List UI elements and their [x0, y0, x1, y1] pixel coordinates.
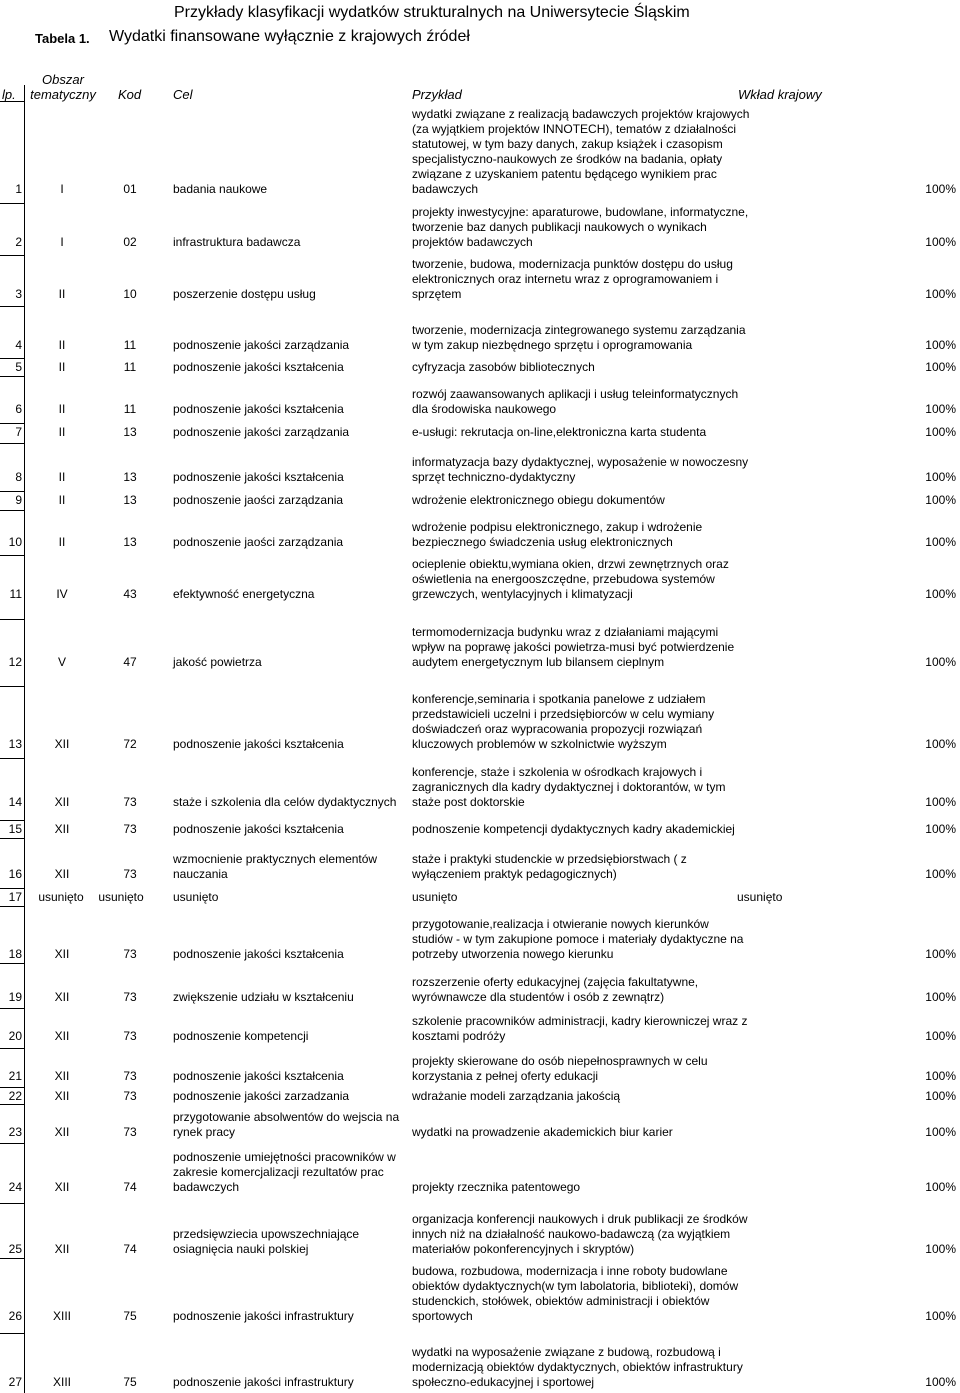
cell-cel: podnoszenie jakości infrastruktury — [173, 1375, 354, 1389]
cell-przyklad: usunięto — [412, 890, 458, 904]
cell-obszar: II — [58, 287, 66, 301]
cell-wklad: 100% — [925, 338, 956, 352]
cell-wklad: 100% — [925, 493, 956, 507]
cell-lp: 5 — [15, 360, 22, 374]
cell-przyklad: wydatki związane z realizacją badawczych projektów krajowych (za wyjątkiem projektów INNOTECH), tematów z działalności statutowej, w tym bazy danych, zakup książek i czasopism specjalistyczno-naukowych ze środków na badania, opłaty związane z uzyskaniem patentu będącego wynikiem prac badawczych — [412, 107, 750, 196]
cell-kod: 01 — [123, 182, 137, 196]
cell-obszar: XII — [54, 1180, 70, 1194]
row-divider — [0, 1048, 24, 1049]
row-divider — [0, 306, 24, 307]
cell-obszar: IV — [56, 587, 68, 601]
cell-kod: 73 — [123, 795, 137, 809]
cell-obszar: II — [58, 470, 66, 484]
cell-kod: 73 — [123, 1069, 137, 1083]
row-divider — [0, 203, 24, 204]
cell-lp: 27 — [8, 1375, 22, 1389]
row-divider — [0, 555, 24, 556]
cell-wklad: 100% — [925, 402, 956, 416]
cell-obszar: XII — [54, 947, 70, 961]
cell-kod: 75 — [123, 1309, 137, 1323]
cell-cel: podnoszenie jakości kształcenia — [173, 470, 344, 484]
row-divider — [0, 758, 24, 759]
row-divider — [0, 1333, 24, 1334]
cell-kod: 74 — [123, 1242, 137, 1256]
row-divider — [0, 510, 24, 511]
cell-wklad: 100% — [925, 990, 956, 1004]
cell-wklad: 100% — [925, 535, 956, 549]
cell-wklad: 100% — [925, 470, 956, 484]
cell-kod: 13 — [123, 470, 137, 484]
cell-lp: 26 — [8, 1309, 22, 1323]
cell-obszar: XII — [54, 990, 70, 1004]
row-divider — [0, 1104, 24, 1105]
cell-obszar: XII — [54, 1125, 70, 1139]
cell-obszar: II — [58, 338, 66, 352]
cell-wklad: 100% — [925, 655, 956, 669]
cell-przyklad: staże i praktyki studenckie w przedsiębiorstwach ( z wyłączeniem praktyk pedagogicznych) — [412, 852, 687, 881]
cell-obszar: II — [58, 402, 66, 416]
row-divider — [0, 491, 24, 492]
table-label: Tabela 1. — [35, 31, 90, 46]
cell-cel: podnoszenie jaości zarządzania — [173, 493, 344, 507]
cell-kod: 73 — [123, 1125, 137, 1139]
cell-lp: 22 — [8, 1089, 22, 1103]
cell-kod: 73 — [123, 822, 137, 836]
cell-lp: 25 — [8, 1242, 22, 1256]
cell-lp: 20 — [8, 1029, 22, 1043]
cell-kod: 73 — [123, 990, 137, 1004]
header-obszar: Obszar tematyczny — [30, 72, 96, 102]
cell-obszar: XII — [54, 1029, 70, 1043]
cell-wklad: 100% — [925, 425, 956, 439]
cell-cel: podnoszenie jakości zarzadzania — [173, 1089, 350, 1103]
cell-wklad: 100% — [925, 587, 956, 601]
cell-cel: podnoszenie jakości kształcenia — [173, 947, 344, 961]
cell-wklad: 100% — [925, 360, 956, 374]
cell-obszar: XII — [54, 1069, 70, 1083]
cell-przyklad: konferencje, staże i szkolenia w ośrodkach krajowych i zagranicznych dla kadry dydaktycznej i doktorantów, w tym staże post doktorskie — [412, 765, 726, 809]
cell-przyklad: tworzenie, budowa, modernizacja punktów dostępu do usług elektronicznych oraz internetu wraz z oprogramowaniem i sprzętem — [412, 257, 733, 301]
cell-kod: 13 — [123, 493, 137, 507]
cell-wklad: 100% — [925, 1125, 956, 1139]
cell-kod: 11 — [123, 338, 137, 352]
cell-lp: 16 — [8, 867, 22, 881]
cell-obszar: II — [58, 360, 66, 374]
cell-lp: 3 — [15, 287, 22, 301]
cell-cel: staże i szkolenia dla celów dydaktycznych — [173, 795, 397, 809]
row-divider — [0, 1203, 24, 1204]
cell-cel: podnoszenie jakości kształcenia — [173, 360, 344, 374]
cell-lp: 12 — [8, 655, 22, 669]
cell-kod: 47 — [123, 655, 137, 669]
cell-wklad: 100% — [925, 737, 956, 751]
cell-kod: 72 — [123, 737, 137, 751]
cell-obszar: V — [57, 655, 66, 669]
cell-przyklad: wydatki na wyposażenie związane z budową, rozbudową i modernizacją obiektów dydaktycznych, obiektów infrastruktury społeczno-edukacyjnej i sportowej — [412, 1345, 743, 1389]
row-divider — [0, 423, 24, 424]
cell-wklad: 100% — [925, 947, 956, 961]
cell-wklad: 100% — [925, 235, 956, 249]
cell-obszar: II — [58, 493, 66, 507]
cell-obszar: XII — [54, 795, 70, 809]
cell-kod: 73 — [123, 1029, 137, 1043]
cell-lp: 23 — [8, 1125, 22, 1139]
cell-wklad: 100% — [925, 1029, 956, 1043]
column-divider — [24, 85, 25, 1393]
cell-obszar: XII — [54, 867, 70, 881]
cell-wklad: 100% — [925, 1309, 956, 1323]
cell-obszar: I — [60, 182, 64, 196]
cell-przyklad: informatyzacja bazy dydaktycznej, wyposażenie w nowoczesny sprzęt techniczno-dydaktyczny — [412, 455, 749, 484]
header-przyklad: Przykład — [412, 87, 462, 102]
cell-cel: przygotowanie absolwentów do wejscia na rynek pracy — [173, 1110, 400, 1139]
cell-przyklad: organizacja konferencji naukowych i druk publikacji ze środków innych niż na działalność naukowo-badawczą (za wyjątkiem materiałów pokonferencyjnych i skryptów) — [412, 1212, 748, 1256]
cell-cel: podnoszenie jakości kształcenia — [173, 737, 344, 751]
cell-przyklad: projekty inwestycyjne: aparaturowe, budowlane, informatyczne, tworzenie baz danych publikacji naukowych o wynikach projektów badawczych — [412, 205, 749, 249]
cell-przyklad: wdrożenie elektronicznego obiegu dokumentów — [412, 493, 665, 507]
cell-przyklad: przygotowanie,realizacja i otwieranie nowych kierunków studiów - w tym zakupione pomoce i materiały dydaktyczne na potrzeby utworzenia nowego kierunku — [412, 917, 744, 961]
page-subtitle: Wydatki finansowane wyłącznie z krajowych źródeł — [109, 28, 470, 45]
cell-wklad: 100% — [925, 867, 956, 881]
cell-przyklad: budowa, rozbudowa, modernizacja i inne roboty budowlane obiektów dydaktycznych(w tym labolatoria, biblioteki), domów studenckich, stołówek, obiektów administracji i obiektów sportowych — [412, 1264, 739, 1323]
cell-cel: przedsięwziecia upowszechniające osiagnięcia nauki polskiej — [173, 1227, 360, 1256]
cell-lp: 8 — [15, 470, 22, 484]
cell-wklad: 100% — [925, 1242, 956, 1256]
cell-kod: 73 — [123, 1089, 137, 1103]
cell-lp: 24 — [8, 1180, 22, 1194]
row-divider — [0, 255, 24, 256]
cell-lp: 18 — [8, 947, 22, 961]
cell-cel: podnoszenie jakości kształcenia — [173, 402, 344, 416]
cell-cel: podnoszenie umiejętności pracowników w zakresie komercjalizacji rezultatów prac badawczych — [173, 1150, 396, 1194]
cell-obszar: XII — [54, 737, 70, 751]
cell-kod: 73 — [123, 947, 137, 961]
cell-lp: 7 — [15, 425, 22, 439]
cell-przyklad: termomodernizacja budynku wraz z działaniami mającymi wpływ na poprawę jakości powietrza-musi być potwierdzenie audytem energetycznym lub bilansem cieplnym — [412, 625, 735, 669]
cell-cel: efektywność energetyczna — [173, 587, 315, 601]
cell-wklad: usunięto — [737, 890, 783, 904]
cell-lp: 10 — [8, 535, 22, 549]
row-divider — [0, 376, 24, 377]
cell-cel: podnoszenie jakości zarządzania — [173, 425, 350, 439]
cell-kod: 02 — [123, 235, 137, 249]
cell-przyklad: podnoszenie kompetencji dydaktycznych kadry akademickiej — [412, 822, 735, 836]
cell-obszar: usunięto — [38, 890, 84, 904]
cell-cel: podnoszenie kompetencji — [173, 1029, 309, 1043]
row-divider — [0, 1143, 24, 1144]
cell-lp: 9 — [15, 493, 22, 507]
cell-obszar: II — [58, 425, 66, 439]
cell-cel: podnoszenie jakości kształcenia — [173, 822, 344, 836]
cell-lp: 21 — [8, 1069, 22, 1083]
row-divider — [0, 963, 24, 964]
cell-przyklad: ocieplenie obiektu,wymiana okien, drzwi zewnętrznych oraz oświetlenia na energooszczędne, przebudowa systemów grzewczych, wentylacyjnych i klimatyzacji — [412, 557, 729, 601]
cell-lp: 14 — [8, 795, 22, 809]
cell-obszar: XIII — [52, 1309, 71, 1323]
cell-przyklad: szkolenie pracowników administracji, kadry kierowniczej wraz z kosztami podróży — [412, 1014, 748, 1043]
row-divider — [0, 443, 24, 444]
row-divider — [0, 1258, 24, 1259]
cell-cel: usunięto — [173, 890, 219, 904]
cell-lp: 15 — [8, 822, 22, 836]
row-divider — [0, 686, 24, 687]
cell-przyklad: wdrożenie podpisu elektronicznego, zakup i wdrożenie bezpiecznego świadczenia usług elektronicznych — [412, 520, 703, 549]
page-title: Przykłady klasyfikacji wydatków strukturalnych na Uniwersytecie Śląskim — [174, 4, 690, 21]
cell-lp: 17 — [8, 890, 22, 904]
cell-cel: badania naukowe — [173, 182, 268, 196]
cell-cel: podnoszenie jakości zarządzania — [173, 338, 350, 352]
cell-obszar: I — [60, 235, 64, 249]
cell-lp: 13 — [8, 737, 22, 751]
cell-cel: poszerzenie dostępu usług — [173, 287, 316, 301]
cell-kod: 75 — [123, 1375, 137, 1389]
cell-kod: 11 — [123, 402, 137, 416]
cell-przyklad: rozwój zaawansowanych aplikacji i usług teleinformatycznych dla środowiska naukowego — [412, 387, 739, 416]
cell-lp: 4 — [15, 338, 22, 352]
cell-cel: podnoszenie jaości zarządzania — [173, 535, 344, 549]
cell-cel: wzmocnienie praktycznych elementów nauczania — [173, 852, 378, 881]
header-wklad: Wkład krajowy — [738, 87, 822, 102]
row-divider — [0, 358, 24, 359]
cell-kod: 11 — [123, 360, 137, 374]
cell-obszar: XII — [54, 822, 70, 836]
cell-kod: 13 — [123, 425, 137, 439]
row-divider — [0, 101, 24, 102]
cell-kod: 74 — [123, 1180, 137, 1194]
cell-wklad: 100% — [925, 822, 956, 836]
row-divider — [0, 1087, 24, 1088]
cell-wklad: 100% — [925, 287, 956, 301]
cell-cel: podnoszenie jakości kształcenia — [173, 1069, 344, 1083]
header-cel: Cel — [173, 87, 193, 102]
cell-wklad: 100% — [925, 1089, 956, 1103]
cell-kod: usunięto — [98, 890, 144, 904]
header-lp: lp. — [2, 87, 16, 102]
cell-przyklad: projekty rzecznika patentowego — [412, 1180, 581, 1194]
cell-przyklad: konferencje,seminaria i spotkania panelowe z udziałem przedstawicieli uczelni i przedsiębiorców w celu wymiany doświadczeń oraz wypracowania propozycji rozwiązań kluczowych problemów w szkolnictwie wyższym — [412, 692, 715, 751]
cell-lp: 11 — [9, 587, 22, 601]
cell-kod: 73 — [123, 867, 137, 881]
cell-kod: 43 — [123, 587, 137, 601]
cell-obszar: XII — [54, 1089, 70, 1103]
cell-kod: 10 — [123, 287, 137, 301]
row-divider — [0, 820, 24, 821]
cell-wklad: 100% — [925, 1180, 956, 1194]
cell-obszar: XII — [54, 1242, 70, 1256]
cell-wklad: 100% — [925, 182, 956, 196]
row-divider — [0, 1008, 24, 1009]
cell-wklad: 100% — [925, 1069, 956, 1083]
cell-przyklad: wydatki na prowadzenie akademickich biur karier — [412, 1125, 673, 1139]
row-divider — [0, 838, 24, 839]
cell-przyklad: projekty skierowane do osób niepełnosprawnych w celu korzystania z pełnej oferty edukacji — [412, 1054, 708, 1083]
cell-cel: podnoszenie jakości infrastruktury — [173, 1309, 354, 1323]
cell-lp: 2 — [15, 235, 22, 249]
cell-wklad: 100% — [925, 1375, 956, 1389]
cell-przyklad: wdrażanie modeli zarządzania jakością — [412, 1089, 621, 1103]
cell-kod: 13 — [123, 535, 137, 549]
cell-przyklad: e-usługi: rekrutacja on-line,elektroniczna karta studenta — [412, 425, 707, 439]
header-kod: Kod — [118, 87, 142, 102]
cell-obszar: XIII — [52, 1375, 71, 1389]
cell-cel: jakość powietrza — [173, 655, 262, 669]
cell-lp: 19 — [8, 990, 22, 1004]
cell-lp: 1 — [15, 182, 22, 196]
row-divider — [0, 619, 24, 620]
cell-przyklad: cyfryzacja zasobów bibliotecznych — [412, 360, 595, 374]
cell-przyklad: tworzenie, modernizacja zintegrowanego systemu zarządzania w tym zakup niezbędnego sprzętu i oprogramowania — [412, 323, 746, 352]
cell-cel: zwiększenie udziału w kształceniu — [173, 990, 354, 1004]
cell-lp: 6 — [15, 402, 22, 416]
cell-obszar: II — [58, 535, 66, 549]
cell-cel: infrastruktura badawcza — [173, 235, 301, 249]
cell-wklad: 100% — [925, 795, 956, 809]
cell-przyklad: rozszerzenie oferty edukacyjnej (zajęcia fakultatywne, wyrównawcze dla studentów i osób z zewnątrz) — [412, 975, 699, 1004]
row-divider — [0, 906, 24, 907]
row-divider — [0, 888, 24, 889]
